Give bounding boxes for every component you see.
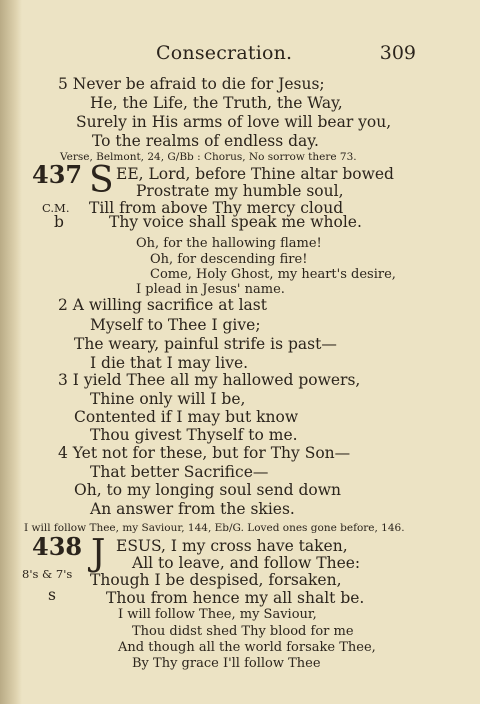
hymn437-drop-cap: S [89, 160, 114, 201]
hymn437-s3-line4: Thou givest Thyself to me. [90, 426, 298, 444]
page-title: Consecration. [156, 42, 293, 64]
hymn437-s1-line4: Thy voice shall speak me whole. [109, 213, 362, 231]
hymn437-s2-line3: The weary, painful strife is past— [74, 335, 337, 353]
hymn437-key: b [54, 213, 64, 231]
prev-stanza5-line3: Surely in His arms of love will bear you, [76, 113, 392, 131]
book-gutter [0, 0, 22, 704]
page-number: 309 [379, 42, 416, 64]
hymn437-s3-line2: Thine only will I be, [90, 390, 246, 408]
hymn438-s1-line1: ESUS, I my cross have taken, [116, 537, 348, 555]
hymn437-tune-reference: Verse, Belmont, 24, G/Bb : Chorus, No sorrow there 73. [60, 151, 357, 163]
hymn437-number: 437 [32, 160, 83, 189]
hymn437-s4-line1: 4 Yet not for these, but for Thy Son— [58, 444, 351, 462]
hymn438-s1-line4: Thou from hence my all shalt be. [106, 589, 365, 607]
hymn438-chorus-line2: Thou didst shed Thy blood for me [132, 624, 354, 639]
hymn438-chorus-line3: And though all the world forsake Thee, [118, 640, 376, 655]
hymn437-s4-line4: An answer from the skies. [90, 500, 295, 518]
prev-stanza5-line4: To the realms of endless day. [92, 132, 319, 150]
hymn438-s1-line2: All to leave, and follow Thee: [132, 554, 361, 572]
hymn437-chorus-line1: Oh, for the hallowing flame! [136, 236, 322, 251]
hymn437-meter: C.M. [42, 201, 70, 215]
hymn438-drop-cap: J [91, 533, 106, 574]
hymn438-number: 438 [32, 532, 83, 561]
hymn437-s4-line3: Oh, to my longing soul send down [74, 481, 342, 499]
hymn437-s2-line4: I die that I may live. [90, 354, 249, 372]
hymn437-chorus-line2: Oh, for descending fire! [150, 252, 308, 267]
hymn437-s1-line2: Prostrate my humble soul, [136, 182, 344, 200]
hymn437-s3-line3: Contented if I may but know [74, 408, 299, 426]
prev-stanza5-line2: He, the Life, the Truth, the Way, [90, 94, 343, 112]
hymn437-s1-line3: Till from above Thy mercy cloud [89, 199, 344, 217]
hymn437-s1-line1: EE, Lord, before Thine altar bowed [116, 165, 394, 183]
hymn437-s4-line2: That better Sacrifice— [90, 463, 269, 481]
hymn437-s3-line1: 3 I yield Thee all my hallowed powers, [58, 371, 361, 389]
hymn437-s2-line2: Myself to Thee I give; [90, 316, 261, 334]
hymn437-chorus-line3: Come, Holy Ghost, my heart's desire, [150, 267, 396, 282]
hymn438-chorus-line4: By Thy grace I'll follow Thee [132, 656, 321, 671]
hymn438-tune-reference: I will follow Thee, my Saviour, 144, Eb/G. Loved ones gone before, 146. [24, 522, 405, 534]
hymn437-s2-line1: 2 A willing sacrifice at last [58, 296, 267, 314]
hymn437-chorus-line4: I plead in Jesus' name. [136, 282, 285, 297]
hymn438-meter: 8's & 7's [22, 567, 73, 581]
hymn438-s1-line3: Though I be despised, forsaken, [90, 571, 342, 589]
prev-stanza5-line1: 5 Never be afraid to die for Jesus; [58, 75, 325, 93]
hymn438-chorus-line1: I will follow Thee, my Saviour, [118, 607, 317, 622]
hymn438-key: s [48, 586, 56, 604]
